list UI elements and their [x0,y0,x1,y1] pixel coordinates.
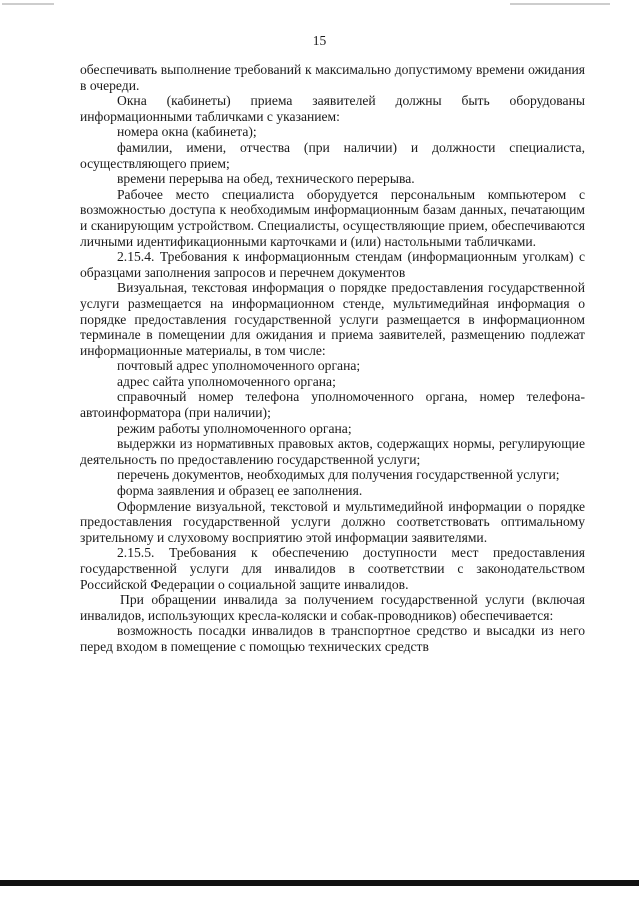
document-body [80,62,585,655]
paragraph: форма заявления и образец ее заполнения. [117,483,363,499]
paragraph: Визуальная, текстовая информация о порядке предоставления государственной услуги размещается на информационном стенде, мультимедийная информация о порядке предоставления государственной услуги размещается в информационном терминале в помещении для ожидания и приема заявителей, размещению подлежат информационные материалы, в том числе: [80,280,585,358]
paragraph: почтовый адрес уполномоченного органа; [117,358,361,374]
paragraph: обеспечивать выполнение требований к максимально допустимому времени ожидания в очереди. [80,62,585,93]
scan-artifact-left [2,3,54,5]
paragraph: Окна (кабинеты) приема заявителей должны быть оборудованы информационными табличками с указанием: [80,93,585,124]
page-number: 15 [312,33,327,48]
paragraph: Оформление визуальной, текстовой и мультимедийной информации о порядке предоставления государственной услуги должно соответствовать оптимальному зрительному и слуховому восприятию этой информации заявителями. [80,498,585,545]
paragraph: 2.15.5. Требования к обеспечению доступности мест предоставления государственной услуги для инвалидов в соответствии с законодательством Российской Федерации о социальной защите инвалидов. [80,545,585,592]
paragraph: фамилии, имени, отчества (при наличии) и должности специалиста, осуществляющего прием; [80,139,585,171]
paragraph: справочный номер телефона уполномоченного органа, номер телефона-автоинформатора (при наличии); [80,389,585,421]
paragraph: 2.15.4. Требования к информационным стендам (информационным уголкам) с образцами заполнения запросов и перечнем документов [80,249,585,280]
paragraph: номера окна (кабинета); [117,124,257,140]
paragraph: При обращении инвалида за получением государственной услуги (включая инвалидов, использующих кресла-коляски и собак-проводников) обеспечивается: [80,592,585,623]
paragraph: режим работы уполномоченного органа; [117,420,352,436]
scan-artifact-right [510,3,610,5]
bottom-scan-border [0,880,639,886]
paragraph: возможность посадки инвалидов в транспортное средство и высадки из него перед входом в помещение с помощью технических средств [80,623,585,654]
paragraph: адрес сайта уполномоченного органа; [117,373,336,389]
paragraph: перечень документов, необходимых для получения государственной услуги; [117,467,560,483]
paragraph: времени перерыва на обед, технического перерыва. [117,171,415,187]
paragraph: выдержки из нормативных правовых актов, содержащих нормы, регулирующие деятельность по предоставлению государственной услуги; [80,436,585,467]
paragraph: Рабочее место специалиста оборудуется персональным компьютером с возможностью доступа к необходимым информационным базам данных, печатающим и сканирующим устройством. Специалисты, осуществляющие прием, обеспечиваются личными идентификационными карточками и (или) настольными табличками. [80,186,585,249]
